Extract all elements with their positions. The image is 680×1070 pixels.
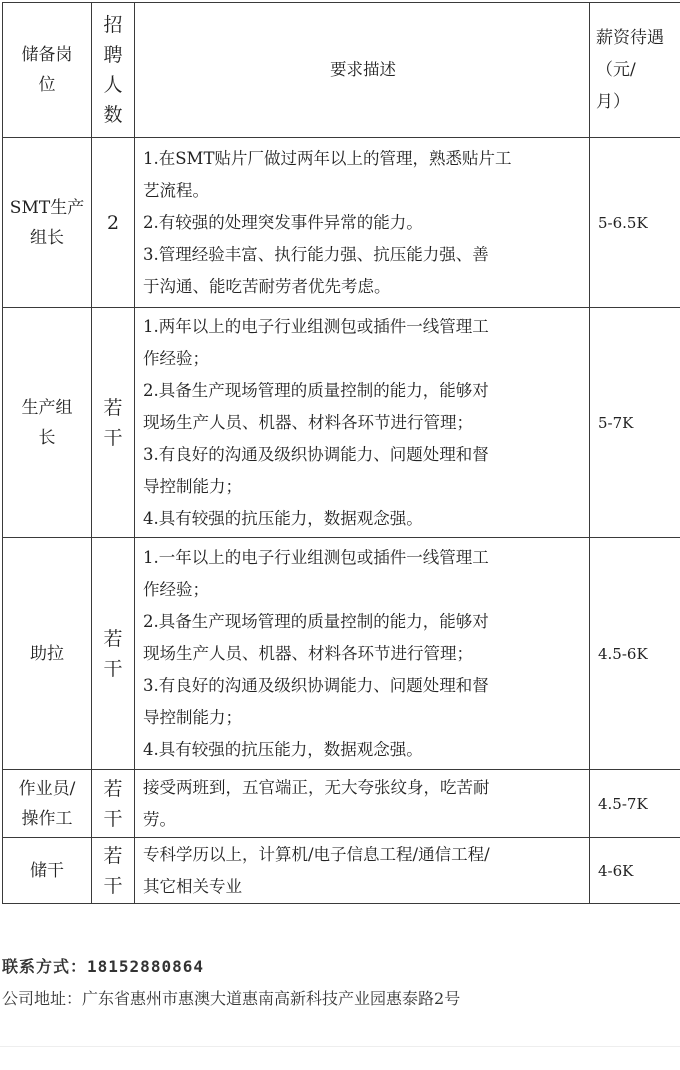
position-line: 操作工 bbox=[21, 808, 73, 829]
requirement-line: 3.有良好的沟通及级织协调能力、问题处理和督 bbox=[143, 675, 489, 695]
requirement-line: 于沟通、能吃苦耐劳者优先考虑。 bbox=[143, 276, 391, 296]
header-position-line: 储备岗 bbox=[21, 45, 73, 65]
table-row bbox=[3, 838, 680, 904]
position-line: 储干 bbox=[30, 860, 64, 881]
requirement-line: 导控制能力； bbox=[143, 707, 242, 727]
requirement-line: 其它相关专业 bbox=[143, 876, 242, 896]
header-count-char: 人 bbox=[103, 74, 123, 96]
count-char: 干 bbox=[103, 426, 123, 449]
position-line: 助拉 bbox=[30, 643, 64, 664]
requirement-line: 接受两班到，五官端正，无大夸张纹身，吃苦耐 bbox=[143, 777, 490, 797]
count-cell bbox=[92, 538, 135, 770]
header-position-line: 位 bbox=[38, 75, 56, 95]
requirement-line: 3.管理经验丰富、执行能力强、抗压能力强、善 bbox=[143, 244, 489, 264]
count-char: 若 bbox=[103, 627, 123, 650]
contact-line bbox=[2, 956, 204, 978]
table-row bbox=[3, 308, 680, 538]
salary-cell: 5-7K bbox=[590, 308, 680, 538]
header-salary-line: （元/ bbox=[596, 60, 636, 80]
requirements-cell bbox=[135, 138, 590, 308]
count-char: 干 bbox=[103, 874, 123, 897]
count-char: 若 bbox=[103, 396, 123, 419]
job-requirements-table bbox=[2, 2, 680, 904]
count-char: 若 bbox=[103, 777, 123, 800]
requirement-line: 导控制能力； bbox=[143, 476, 242, 496]
count-char: 若 bbox=[103, 844, 123, 867]
position-cell bbox=[3, 308, 92, 538]
address-line bbox=[2, 988, 460, 1010]
position-cell bbox=[3, 138, 92, 308]
salary-cell: 4.5-6K bbox=[590, 538, 680, 770]
requirement-line: 专科学历以上，计算机/电子信息工程/通信工程/ bbox=[143, 844, 490, 864]
header-count-char: 数 bbox=[103, 104, 123, 126]
contact-phone: 18152880864 bbox=[87, 957, 204, 976]
count-char: 干 bbox=[103, 807, 123, 830]
table-row bbox=[3, 770, 680, 838]
requirement-line: 3.有良好的沟通及级织协调能力、问题处理和督 bbox=[143, 444, 489, 464]
count-cell bbox=[92, 138, 135, 308]
requirements-cell bbox=[135, 538, 590, 770]
requirement-line: 1.在SMT贴片厂做过两年以上的管理，熟悉贴片工 bbox=[143, 148, 512, 168]
requirement-line: 劳。 bbox=[143, 809, 176, 829]
requirement-line: 2.有较强的处理突发事件异常的能力。 bbox=[143, 212, 423, 232]
requirements-cell bbox=[135, 838, 590, 904]
requirement-line: 作经验； bbox=[143, 348, 209, 368]
address-value: 广东省惠州市惠澳大道惠南高新科技产业园惠泰路2号 bbox=[82, 989, 461, 1008]
requirement-line: 1.一年以上的电子行业组测包或插件一线管理工 bbox=[143, 547, 489, 567]
count-char: 2 bbox=[106, 211, 120, 234]
position-line: 生产组 bbox=[21, 397, 73, 418]
table-row bbox=[3, 538, 680, 770]
header-count bbox=[92, 3, 135, 138]
count-cell bbox=[92, 838, 135, 904]
position-cell bbox=[3, 538, 92, 770]
requirement-line: 1.两年以上的电子行业组测包或插件一线管理工 bbox=[143, 316, 489, 336]
count-cell bbox=[92, 308, 135, 538]
header-salary bbox=[590, 3, 680, 138]
position-cell bbox=[3, 770, 92, 838]
position-cell bbox=[3, 838, 92, 904]
requirement-line: 2.具备生产现场管理的质量控制的能力，能够对 bbox=[143, 380, 489, 400]
requirements-cell bbox=[135, 308, 590, 538]
contact-label: 联系方式： bbox=[2, 957, 88, 976]
position-line: 作业员/ bbox=[18, 778, 76, 799]
requirement-line: 作经验； bbox=[143, 579, 209, 599]
table-header-row bbox=[3, 3, 680, 138]
salary-cell: 5-6.5K bbox=[590, 138, 680, 308]
table-row bbox=[3, 138, 680, 308]
requirement-line: 4.具有较强的抗压能力，数据观念强。 bbox=[143, 508, 423, 528]
bottom-divider bbox=[0, 1046, 680, 1047]
header-requirements: 要求描述 bbox=[135, 3, 590, 138]
salary-cell: 4-6K bbox=[590, 838, 680, 904]
requirement-line: 4.具有较强的抗压能力，数据观念强。 bbox=[143, 739, 423, 759]
requirement-line: 2.具备生产现场管理的质量控制的能力，能够对 bbox=[143, 611, 489, 631]
requirements-cell bbox=[135, 770, 590, 838]
requirement-line: 艺流程。 bbox=[143, 180, 209, 200]
header-position bbox=[3, 3, 92, 138]
count-char: 干 bbox=[103, 657, 123, 680]
requirement-line: 现场生产人员、机器、材料各环节进行管理； bbox=[143, 412, 473, 432]
header-count-char: 聘 bbox=[103, 44, 123, 66]
salary-cell: 4.5-7K bbox=[590, 770, 680, 838]
position-line: SMT生产 bbox=[9, 197, 85, 218]
count-cell bbox=[92, 770, 135, 838]
header-salary-line: 月） bbox=[596, 92, 630, 112]
address-label: 公司地址： bbox=[2, 989, 83, 1008]
header-salary-line: 薪资待遇 bbox=[596, 28, 664, 48]
requirement-line: 现场生产人员、机器、材料各环节进行管理； bbox=[143, 643, 473, 663]
position-line: 组长 bbox=[30, 227, 64, 248]
header-count-char: 招 bbox=[103, 14, 123, 36]
position-line: 长 bbox=[38, 427, 56, 448]
